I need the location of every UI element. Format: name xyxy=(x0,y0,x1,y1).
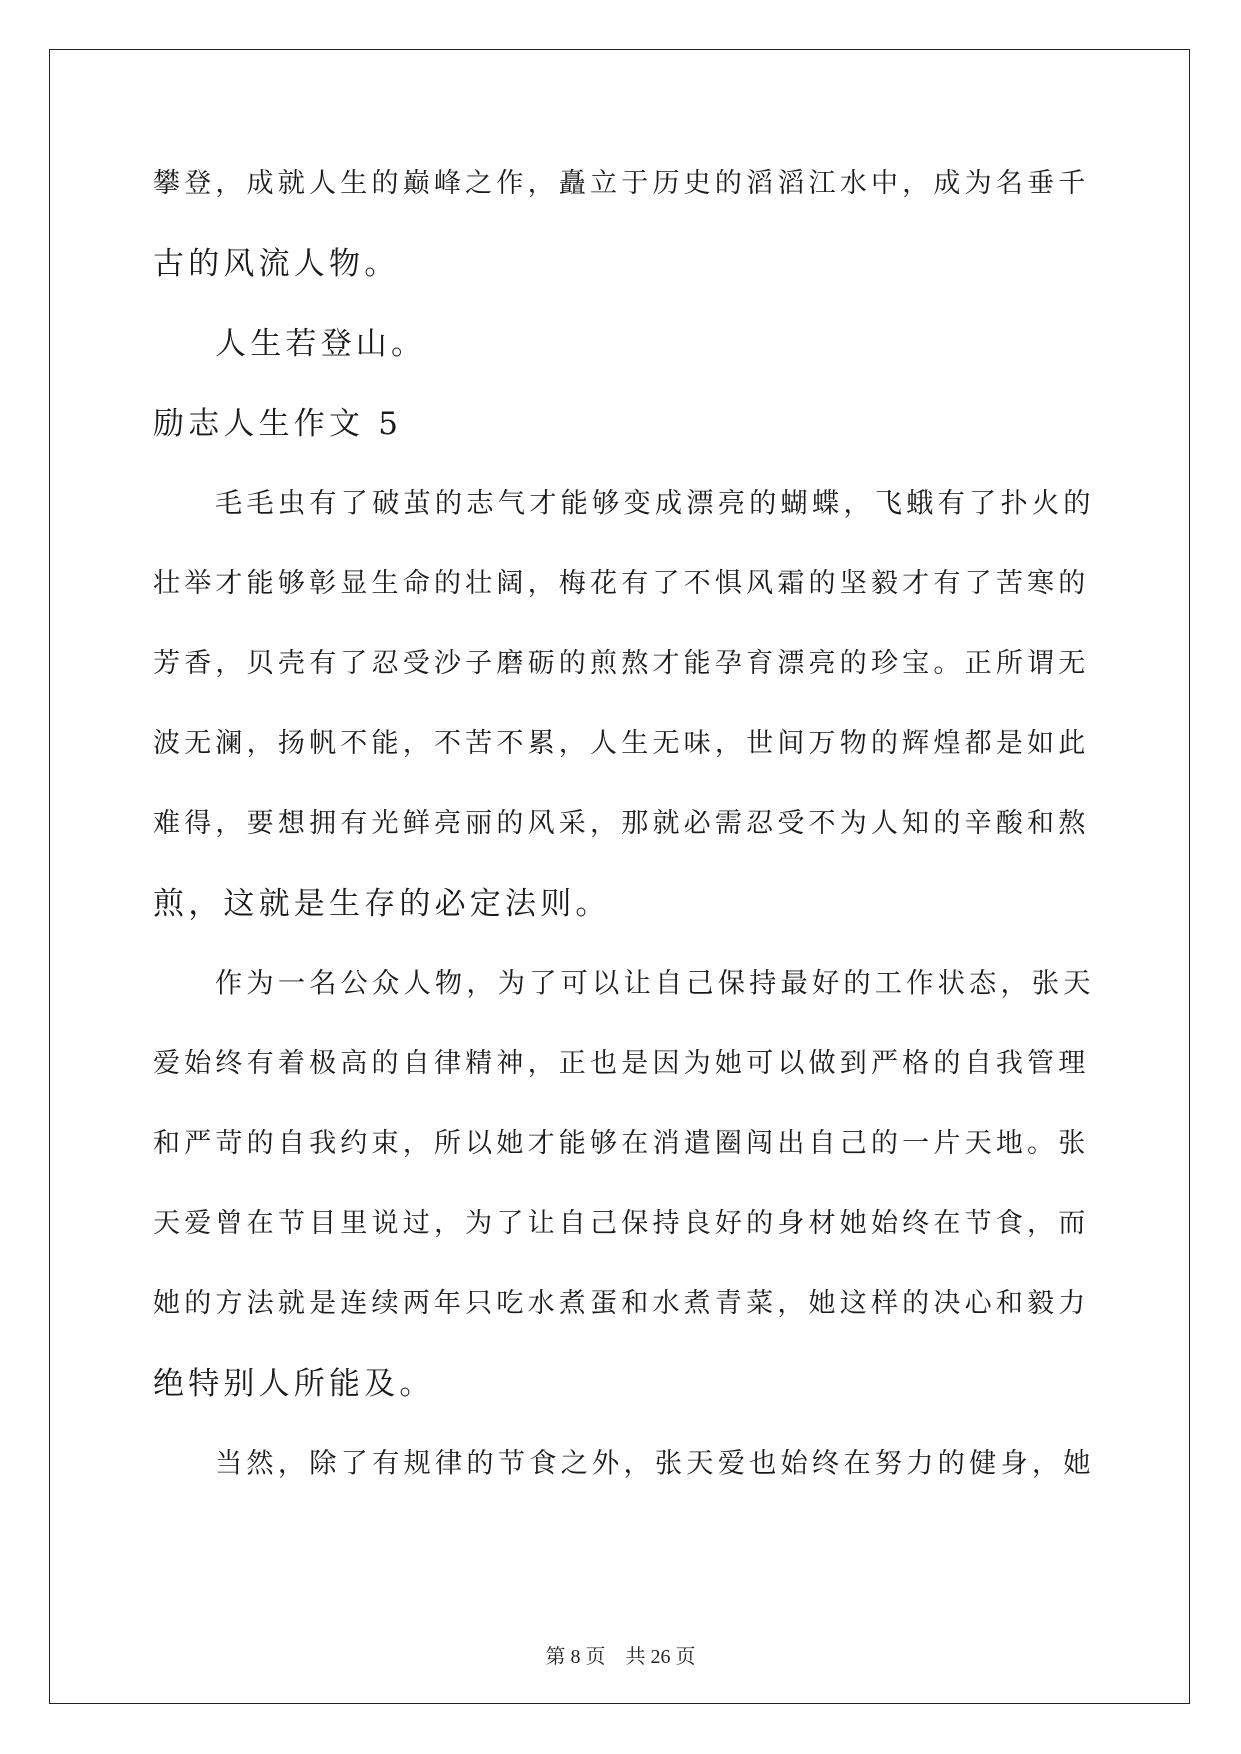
text-line: 天爱曾在节目里说过，为了让自己保持良好的身材她始终在节食，而 xyxy=(153,1208,1090,1239)
text-line: 爱始终有着极高的自律精神，正也是因为她可以做到严格的自我管理 xyxy=(153,1048,1090,1079)
text-line: 当然，除了有规律的节食之外，张天爱也始终在努力的健身，她 xyxy=(215,1448,1095,1479)
text-line: 人生若登山。 xyxy=(215,326,427,362)
text-line: 毛毛虫有了破茧的志气才能够变成漂亮的蝴蝶，飞蛾有了扑火的 xyxy=(215,488,1095,519)
page-total: 共 26 页 xyxy=(625,1646,696,1668)
text-line: 煎，这就是生存的必定法则。 xyxy=(153,886,611,922)
text-line: 她的方法就是连续两年只吃水煮蛋和水煮青菜，她这样的决心和毅力 xyxy=(153,1288,1090,1319)
text-line: 芳香，贝壳有了忍受沙子磨砺的煎熬才能孕育漂亮的珍宝。正所谓无 xyxy=(153,648,1090,679)
text-line: 壮举才能够彰显生命的壮阔，梅花有了不惧风霜的坚毅才有了苦寒的 xyxy=(153,568,1090,599)
page-footer xyxy=(0,1640,1241,1669)
document-body xyxy=(153,160,1095,1520)
text-line: 攀登，成就人生的巅峰之作，矗立于历史的滔滔江水中，成为名垂千 xyxy=(153,168,1090,199)
text-line: 难得，要想拥有光鲜亮丽的风采，那就必需忍受不为人知的辛酸和熬 xyxy=(153,808,1090,839)
section-heading: 励志人生作文 5 xyxy=(153,406,403,442)
text-line: 绝特别人所能及。 xyxy=(153,1366,435,1402)
page-number: 第 8 页 xyxy=(545,1646,606,1668)
text-line: 古的风流人物。 xyxy=(153,246,400,282)
text-line: 作为一名公众人物，为了可以让自己保持最好的工作状态，张天 xyxy=(215,968,1095,999)
text-line: 和严苛的自我约束，所以她才能够在消遣圈闯出自己的一片天地。张 xyxy=(153,1128,1090,1159)
text-line: 波无澜，扬帆不能，不苦不累，人生无味，世间万物的辉煌都是如此 xyxy=(153,728,1090,759)
